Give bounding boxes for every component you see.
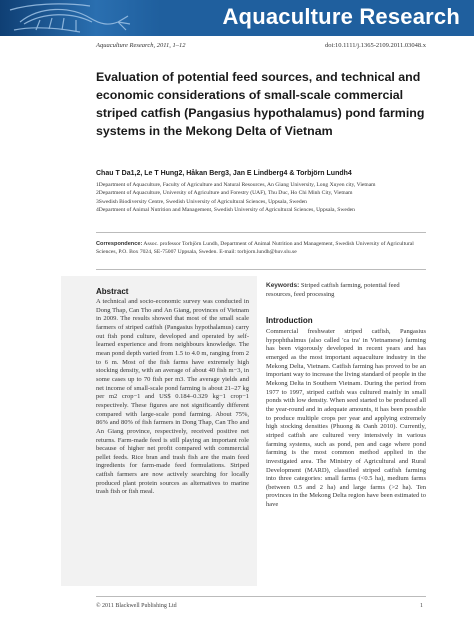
keywords-text: Striped catfish farming, potential feed resources, feed processing [266, 282, 400, 298]
article-title: Evaluation of potential feed sources, and technical and economic considerations of small-scale commercial striped catfish (Pangasius hypothalamus) pond farming systems in the Mekong Delta of Vietnam [96, 70, 425, 138]
journal-banner [0, 0, 474, 36]
affiliation-1: 1Department of Aquaculture, Faculty of Agriculture and Natural Resources, An Giang University, Long Xuyen city, Vietnam [96, 182, 376, 188]
journal-name: Aquaculture Research [222, 4, 460, 29]
shrimp-illustration-icon [0, 0, 160, 36]
author-list: Chau T Da1,2, Le T Hung2, Håkan Berg3, Jan E Lindberg4 & Torbjörn Lundh4 [96, 170, 352, 177]
copyright: © 2011 Blackwell Publishing Ltd [96, 603, 177, 609]
footer-divider [96, 596, 426, 597]
introduction-heading: Introduction [266, 316, 313, 325]
correspondence-text: Assoc. professor Torbjörn Lundh, Department of Animal Nutrition and Management, Swedish University of Agricultural Sciences, P.O. Box 7024, SE-75007 Uppsala, Sweden. E-mail: torbjorn.lundh@huv.slu.se [96, 241, 414, 256]
affiliation-4: 4Department of Animal Nutrition and Management, Swedish University of Agricultural Sciences, Uppsala, Sweden [96, 206, 355, 213]
affiliations [96, 181, 436, 214]
header-divider [96, 232, 426, 233]
page-number: 1 [420, 603, 423, 609]
keywords-label: Keywords: [266, 282, 300, 289]
citation-line: Aquaculture Research, 2011, 1–12 [96, 42, 186, 49]
correspondence-divider [96, 269, 426, 270]
abstract-text: A technical and socio-economic survey was conducted in Dong Thap, Can Tho and An Giang, provinces of Vietnam in 2009. The results showed that most of the small scale farmers of striped catfish (Pangasius hypothalamus) carry out fish pond culture, developed and operated by self-learned experience and from neighbours knowledge. The mean pond depth varied from 1.5 to 4.0 m, ranging from 2 to 6 m. Most of the fish farms have extremely high stocking density, with an average of about 40 fish m−3, in some cases up to 70 fish per m3. The average yields and net income of small-scale pond farming is about 21–27 kg per m2 crop−1 and US$ 0.184–0.329 kg−1 crop−1 respectively. These figures are not significantly different compared with large-scale pond farming. About 75%, 86% and 80% of fish farmers in Dong Thap, Can Tho and An Giang province, respectively, received positive net returns. Farm-made feed is still playing an important role because of higher net profit compared with commercial pellet feeds. Rice bran and trash fish are the main feed ingredients for farm-made feed formulations. Striped catfish farmers are now actively searching for locally produced plant protein sources as alternatives to marine trash fish or fish meal. [96, 298, 249, 496]
affiliation-3: 3Swedish Biodiversity Centre, Swedish University of Agricultural Sciences, Uppsala, Sweden [96, 198, 307, 205]
keywords [266, 282, 426, 299]
doi-link[interactable]: doi:10.1111/j.1365-2109.2011.03048.x [324, 42, 426, 49]
correspondence-label: Correspondence: [96, 241, 143, 247]
affiliation-2: 2Department of Aquaculture, University of Agriculture and Forestry (UAF), Thu Duc, Ho Chi Minh City, Vietnam [96, 190, 353, 197]
introduction-text: Commercial freshwater striped catfish, Pangasius hypophthalmus (also called 'ca tra' in Vietnamese) farming has been vigorously developed in recent years and has emerged as the most important aquaculture industry in the Mekong Delta, Vietnam. Catfish farming has proved to be an important way to increase the living standard of people in the Mekong Delta in Southern Vietnam. During the period from 1977 to 1997, striped catfish was cultured mainly in small ponds with low density. When seed started to be produced all the year-round and in adequate amounts, it has been possible to produce multiple crops per year and applying extremely high stocking densities (Phuong & Oanh 2010). Currently, striped catfish are cultured very intensively in various farming systems, such as pond, pen and cage where pond farming is the most common method applied in the investigated area. The Ministry of Agricultural and Rural Development (MARD), classified striped catfish farming into three categories: small farms (<0.5 ha), medium farms (between 0.5 and 2 ha) and large farms (>2 ha). Ten provinces in the Mekong Delta region have been estimated to have [266, 328, 426, 509]
correspondence [96, 240, 436, 257]
abstract-heading: Abstract [96, 287, 129, 296]
banner-shrimp-artwork [0, 0, 160, 36]
